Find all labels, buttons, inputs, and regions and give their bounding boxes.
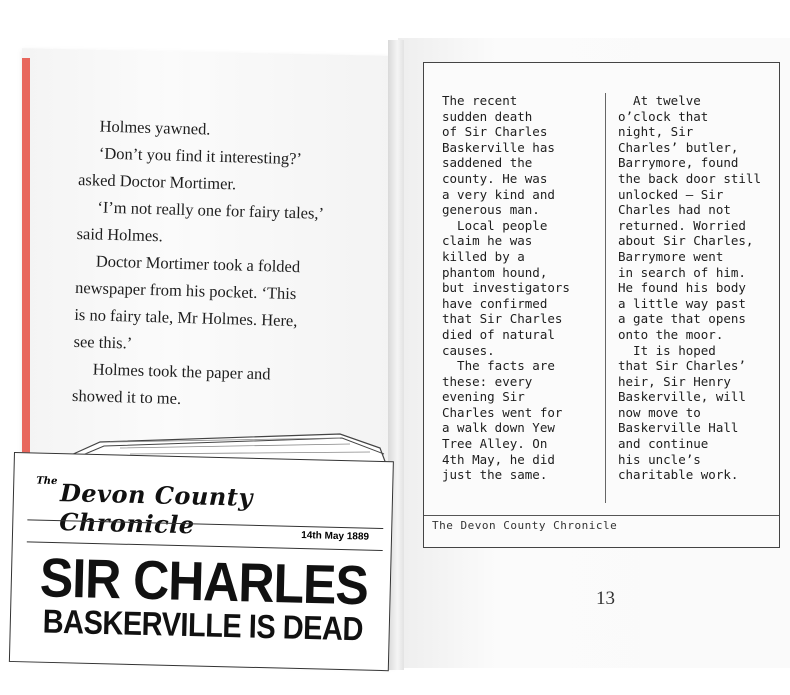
- newspaper-article-frame: [423, 62, 780, 548]
- article-line: the back door still: [618, 170, 761, 186]
- article-line: claim he was: [442, 233, 533, 249]
- article-line: a walk down Yew: [442, 420, 555, 436]
- article-line: Charles went for: [442, 404, 563, 420]
- article-line: night, Sir: [618, 124, 694, 140]
- story-line: ‘Don’t you find it interesting?’: [98, 143, 303, 169]
- article-line: The recent: [442, 93, 518, 108]
- article-line: in search of him.: [618, 264, 746, 280]
- story-line: Doctor Mortimer took a folded: [95, 251, 301, 277]
- article-column-left: [442, 93, 602, 483]
- article-line: sudden death: [442, 108, 533, 124]
- article-line: causes.: [442, 342, 495, 358]
- article-line: 4th May, he did: [442, 451, 555, 467]
- story-line: ‘I’m not really one for fairy tales,’: [97, 197, 325, 223]
- article-line: The facts are: [442, 358, 555, 374]
- article-line: that Sir Charles’: [618, 358, 746, 374]
- caption-rule: [424, 515, 779, 516]
- article-line: his uncle’s: [618, 451, 701, 467]
- article-line: Charles had not: [618, 202, 731, 218]
- article-line: these: every: [442, 373, 533, 389]
- article-line: charitable work.: [618, 467, 739, 483]
- article-line: returned. Worried: [618, 217, 746, 233]
- article-line: Barrymore went: [618, 248, 724, 264]
- story-line: showed it to me.: [71, 385, 182, 408]
- headline-line-2: BASKERVILLE IS DEAD: [42, 603, 364, 649]
- column-divider: [605, 93, 606, 503]
- story-line: asked Doctor Mortimer.: [77, 169, 237, 194]
- article-line: about Sir Charles,: [618, 233, 754, 249]
- article-line: now move to: [618, 404, 701, 420]
- article-line: Tree Alley. On: [442, 436, 548, 452]
- newspaper-date: 14th May 1889: [301, 530, 370, 543]
- article-line: He found his body: [618, 280, 746, 296]
- article-line: Local people: [442, 217, 548, 233]
- article-line: that Sir Charles: [442, 311, 563, 327]
- article-line: a gate that opens: [618, 311, 746, 327]
- article-line: heir, Sir Henry: [618, 373, 731, 389]
- article-line: have confirmed: [442, 295, 548, 311]
- story-line: Holmes took the paper and: [92, 359, 271, 384]
- story-line: is no fairy tale, Mr Holmes. Here,: [74, 304, 298, 331]
- headline-line-1: SIR CHARLES: [39, 546, 369, 617]
- article-line: a very kind and: [442, 186, 555, 202]
- article-line: and continue: [618, 436, 709, 452]
- newspaper-caption: The Devon County Chronicle: [432, 519, 618, 532]
- page-number: 13: [596, 588, 615, 609]
- article-line: of Sir Charles: [442, 124, 548, 140]
- article-line: It is hoped: [618, 342, 716, 358]
- article-line: Baskerville has: [442, 139, 555, 155]
- story-line: see this.’: [73, 331, 133, 353]
- article-line: At twelve: [618, 93, 701, 108]
- article-line: county. He was: [442, 170, 548, 186]
- story-line: newspaper from his pocket. ‘This: [74, 277, 297, 304]
- newspaper-clipping: [9, 452, 394, 671]
- story-text: [72, 112, 370, 417]
- article-column-right: [618, 93, 778, 483]
- article-line: Baskerville, will: [618, 389, 746, 405]
- article-line: but investigators: [442, 280, 570, 296]
- article-line: Charles’ butler,: [618, 139, 739, 155]
- newspaper-masthead: Devon County Chronicle: [58, 478, 254, 540]
- article-line: phantom hound,: [442, 264, 548, 280]
- article-line: a little way past: [618, 295, 746, 311]
- article-line: died of natural: [442, 326, 555, 342]
- masthead-prefix: The: [36, 475, 58, 488]
- article-line: generous man.: [442, 202, 540, 218]
- article-line: saddened the: [442, 155, 533, 171]
- story-line: said Holmes.: [76, 223, 164, 246]
- story-line: Holmes yawned.: [99, 116, 211, 139]
- article-line: killed by a: [442, 248, 525, 264]
- article-line: just the same.: [442, 467, 548, 483]
- article-line: o’clock that: [618, 108, 709, 124]
- article-line: onto the moor.: [618, 326, 724, 342]
- article-line: evening Sir: [442, 389, 525, 405]
- article-line: Barrymore, found: [618, 155, 739, 171]
- article-line: unlocked – Sir: [618, 186, 724, 202]
- article-line: Baskerville Hall: [618, 420, 739, 436]
